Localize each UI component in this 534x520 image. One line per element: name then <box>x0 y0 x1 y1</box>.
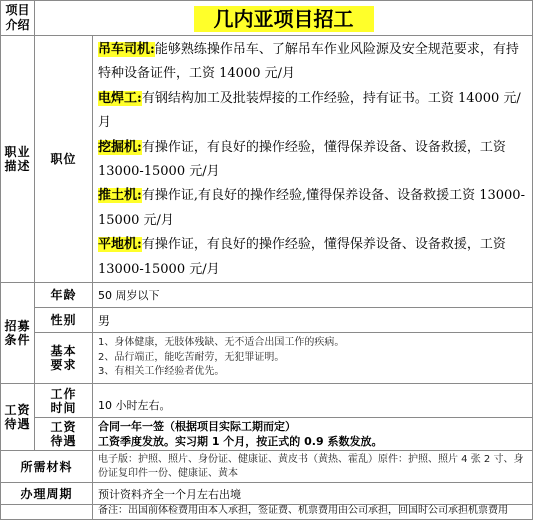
project-intro-line2: 介绍 <box>5 18 30 32</box>
truncated-value: 备注：出国前体检费用由本人承担，签证费、机票费用由公司承担，回国时公司承担机票费用 <box>93 505 533 520</box>
job-name: 平地机: <box>98 237 142 253</box>
job-text: 有操作证，有良好的操作经验，懂得保养设备、设备救援，工资 13000-15000 元/月 <box>98 139 506 180</box>
job-item-crane <box>98 38 528 87</box>
age-row <box>1 283 533 308</box>
materials-value: 电子版：护照、照片、身份证、健康证、黄皮书（黄热、霍乱）原件：护照、照片 4 张 2 寸、身份证复印件一份、健康证、黄本 <box>93 451 533 483</box>
job-text: 有操作证,有良好的操作经验,懂得保养设备、设备救援工资 13000-15000 元/月 <box>98 188 525 228</box>
pay-value-line1: 合同一年一签（根据项目实际工期而定） <box>98 420 296 434</box>
wages-label <box>1 384 35 451</box>
wages-line2: 待遇 <box>4 417 31 432</box>
recruitment-line1: 招募 <box>4 319 31 334</box>
position-label: 职位 <box>35 36 93 283</box>
project-intro-label <box>1 1 35 36</box>
wages-line1: 工资 <box>4 403 31 418</box>
requirement-item: 2、品行端正，能吃苦耐劳，无犯罪证明。 <box>98 351 285 363</box>
job-text: 有操作证，有良好的操作经验，懂得保养设备、设备救援，工资 13000-15000 元/月 <box>98 237 506 277</box>
job-item-welder <box>98 87 528 136</box>
processing-value: 预计资料齐全一个月左右出境 <box>93 483 533 505</box>
job-text: 能够熟练操作吊车、了解吊车作业风险源及安全规范要求，有持特种设备证件，工资 14000 元/月 <box>98 42 519 82</box>
processing-label: 办理周期 <box>1 483 93 505</box>
basic-requirements-line2: 要求 <box>50 358 77 373</box>
job-text: 有钢结构加工及批装焊接的工作经验，持有证书。工资 14000 元/月 <box>98 90 521 131</box>
gender-row <box>1 308 533 333</box>
job-item-bulldozer <box>98 184 528 233</box>
pay-row <box>1 418 533 451</box>
age-label: 年龄 <box>35 283 93 308</box>
job-name: 电焊工: <box>98 90 142 106</box>
gender-value: 男 <box>93 308 533 333</box>
work-hours-line1: 工作 <box>50 386 77 401</box>
job-item-excavator <box>98 136 528 185</box>
requirements-list <box>93 333 533 384</box>
pay-label <box>35 418 93 451</box>
job-list <box>93 36 533 283</box>
truncated-label <box>1 505 93 520</box>
job-description-line1: 职业 <box>4 145 31 160</box>
job-name: 挖掘机: <box>98 139 142 155</box>
pay-line1: 工资 <box>50 420 77 435</box>
title-cell <box>35 1 533 36</box>
page-title: 几内亚项目招工 <box>194 6 374 32</box>
basic-requirements-line1: 基本 <box>50 344 77 359</box>
job-description-label <box>1 36 35 283</box>
pay-line2: 待遇 <box>50 434 77 449</box>
requirement-item: 1、身体健康，无肢体残缺、无不适合出国工作的疾病。 <box>98 337 345 349</box>
job-item-grader <box>98 233 528 282</box>
work-hours-label <box>35 384 93 418</box>
job-description-line2: 描述 <box>4 159 31 174</box>
recruitment-line2: 条件 <box>4 333 31 348</box>
recruitment-label <box>1 283 35 384</box>
job-name: 推土机: <box>98 188 142 204</box>
gender-label: 性别 <box>35 308 93 333</box>
project-intro-line1: 项目 <box>5 3 30 17</box>
processing-row <box>1 483 533 505</box>
basic-requirements-label <box>35 333 93 384</box>
pay-value-line2: 工资季度发放。实习期 1 个月，按正式的 0.9 系数发放。 <box>98 435 383 449</box>
truncated-row <box>1 505 533 520</box>
pay-value <box>93 418 533 451</box>
materials-label: 所需材料 <box>1 451 93 483</box>
materials-row <box>1 451 533 483</box>
age-value: 50 周岁以下 <box>93 283 533 308</box>
job-name: 吊车司机: <box>98 42 155 57</box>
work-hours-line2: 时间 <box>50 400 77 415</box>
work-hours-value: 10 小时左右。 <box>93 384 533 418</box>
requirement-item: 3、有相关工作经验者优先。 <box>98 366 225 378</box>
work-hours-row <box>1 384 533 418</box>
job-description-row <box>1 36 533 283</box>
header-row <box>1 1 533 36</box>
basic-requirements-row <box>1 333 533 384</box>
